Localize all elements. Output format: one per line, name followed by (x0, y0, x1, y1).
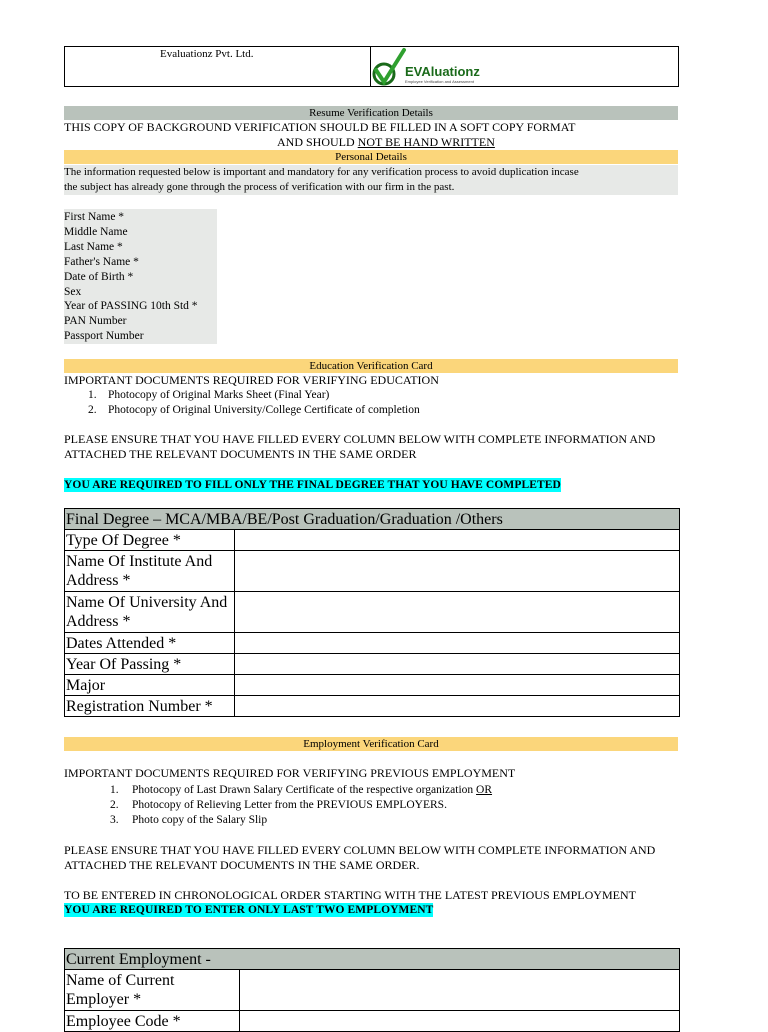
soft-copy-instruction: THIS COPY OF BACKGROUND VERIFICATION SHOULD BE FILLED IN A SOFT COPY FORMAT (64, 120, 576, 134)
employment-table (64, 948, 680, 1032)
employment-ensure-line2: ATTACHED THE RELEVANT DOCUMENTS IN THE SAME ORDER. (64, 858, 420, 872)
row-label: Name Of University And Address * (65, 592, 235, 633)
major-input[interactable] (235, 675, 680, 696)
university-input[interactable] (235, 592, 680, 633)
company-name: Evaluationz Pvt. Ltd. (160, 48, 254, 60)
personal-info-note: The information requested below is important and mandatory for any verification process to avoid duplication incase the subject has already gone through the process of verification with our firm in the past. (64, 165, 678, 195)
field-date-of-birth: Date of Birth * (64, 270, 134, 283)
employment-ensure-line1: PLEASE ENSURE THAT YOU HAVE FILLED EVERY COLUMN BELOW WITH COMPLETE INFORMATION AND (64, 843, 656, 857)
education-table-header: Final Degree – MCA/MBA/BE/Post Graduation/Graduation /Others (65, 509, 680, 530)
employee-code-input[interactable] (240, 1011, 680, 1032)
resume-section-title: Resume Verification Details (64, 106, 678, 120)
list-item: 2. Photocopy of Original University/College Certificate of completion (88, 404, 420, 416)
education-ensure-line1: PLEASE ENSURE THAT YOU HAVE FILLED EVERY COLUMN BELOW WITH COMPLETE INFORMATION AND (64, 432, 656, 446)
dates-attended-input[interactable] (235, 633, 680, 654)
year-of-passing-input[interactable] (235, 654, 680, 675)
logo-tagline: Employee Verification and Assessment (405, 79, 474, 84)
education-table (64, 508, 680, 717)
personal-section-title: Personal Details (64, 150, 678, 164)
logo-text: EVAluationz (405, 64, 480, 79)
education-docs-list (88, 388, 420, 418)
field-passport-number: Passport Number (64, 330, 144, 343)
employment-table-header: Current Employment - (65, 949, 680, 970)
education-highlight-note: YOU ARE REQUIRED TO FILL ONLY THE FINAL DEGREE THAT YOU HAVE COMPLETED (64, 479, 561, 491)
row-label: Year Of Passing * (65, 654, 235, 675)
row-label: Name of Current Employer * (65, 970, 240, 1011)
employment-docs-heading: IMPORTANT DOCUMENTS REQUIRED FOR VERIFYING PREVIOUS EMPLOYMENT (64, 766, 516, 780)
field-pan-number: PAN Number (64, 315, 127, 328)
education-docs-heading: IMPORTANT DOCUMENTS REQUIRED FOR VERIFYING EDUCATION (64, 373, 439, 387)
field-sex: Sex (64, 285, 82, 298)
chronological-order-note: TO BE ENTERED IN CHRONOLOGICAL ORDER STARTING WITH THE LATEST PREVIOUS EMPLOYMENT (64, 888, 636, 902)
education-section-title: Education Verification Card (64, 359, 678, 373)
institute-input[interactable] (235, 551, 680, 592)
hand-written-instruction: AND SHOULD NOT BE HAND WRITTEN (277, 135, 495, 149)
checkmark-logo-icon (370, 46, 410, 87)
row-label: Major (65, 675, 235, 696)
employment-section-title: Employment Verification Card (64, 737, 678, 751)
field-last-name: Last Name * (64, 240, 123, 253)
list-item: 3. Photo copy of the Salary Slip (110, 814, 268, 826)
field-fathers-name: Father's Name * (64, 255, 139, 268)
field-first-name: First Name * (64, 211, 125, 223)
type-of-degree-input[interactable] (235, 530, 680, 551)
current-employer-input[interactable] (240, 970, 680, 1011)
row-label: Employee Code * (65, 1011, 240, 1032)
list-item: 2. Photocopy of Relieving Letter from the PREVIOUS EMPLOYERS. (110, 799, 447, 811)
employment-highlight-note: YOU ARE REQUIRED TO ENTER ONLY LAST TWO EMPLOYMENT (64, 904, 434, 916)
field-middle-name: Middle Name (64, 225, 128, 238)
list-item: 1. Photocopy of Last Drawn Salary Certificate of the respective organization OR (110, 784, 493, 796)
row-label: Type Of Degree * (65, 530, 235, 551)
employment-docs-list (110, 783, 492, 828)
row-label: Dates Attended * (65, 633, 235, 654)
personal-fields-list (64, 210, 198, 344)
row-label: Registration Number * (65, 696, 235, 717)
registration-number-input[interactable] (235, 696, 680, 717)
list-item: 1. Photocopy of Original Marks Sheet (Final Year) (88, 389, 330, 401)
education-ensure-line2: ATTACHED THE RELEVANT DOCUMENTS IN THE SAME ORDER (64, 447, 417, 461)
field-year-10th: Year of PASSING 10th Std * (64, 300, 198, 313)
row-label: Name Of Institute And Address * (65, 551, 235, 592)
